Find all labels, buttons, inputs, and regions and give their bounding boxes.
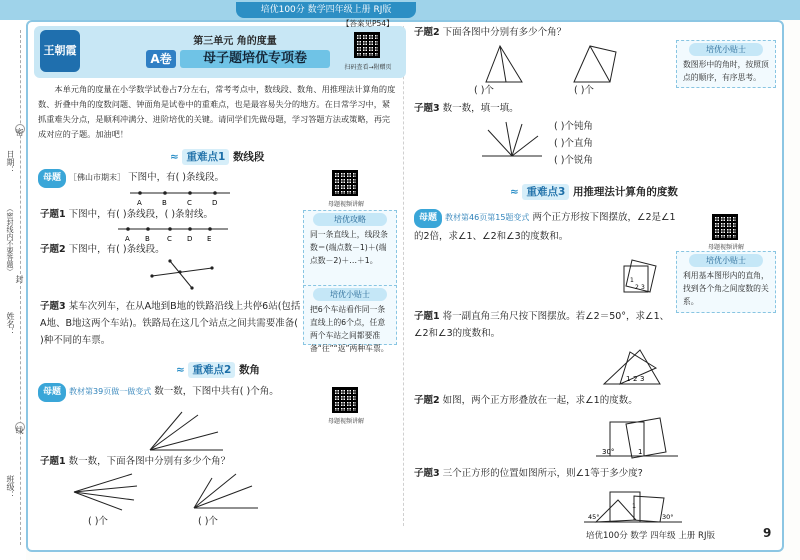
point-label: D [187, 235, 193, 243]
sub-label: 子题1 [40, 456, 66, 467]
angle-mark: 1 [626, 375, 631, 383]
mother-tag: 母题 [38, 169, 66, 188]
section3-sub2 [414, 392, 674, 409]
section1-title: 数线段 [232, 151, 265, 163]
section3-qr-code[interactable] [712, 214, 738, 240]
angle-fan-figure [148, 410, 228, 455]
point-label: B [162, 199, 167, 207]
angle-mark: 1 [630, 277, 634, 284]
set-squares-figure [600, 348, 664, 388]
section2-qr-code[interactable] [332, 387, 358, 413]
section3-sub3 [414, 465, 674, 482]
binding-dashed-line [20, 30, 21, 545]
section3-label: 重难点3 [522, 184, 569, 200]
wave-icon: ≈ [510, 186, 519, 198]
segment-figure-1 [130, 188, 240, 208]
mother-text: 两个正方形按下图摆放，∠2是∠1的2倍，求∠1、∠2和∠3的度数和。 [414, 212, 676, 242]
mother-source: ［佛山市期末］ [69, 173, 126, 182]
angle-mark: 1 [638, 448, 643, 456]
sub-label: 子题3 [414, 103, 440, 114]
seal-char: 密 [15, 128, 24, 136]
page-number: 9 [763, 526, 772, 540]
answer-blank[interactable]: ( )个 [474, 85, 494, 96]
section1-mother-question [38, 169, 300, 188]
section1-sub1 [40, 206, 300, 223]
tip-text: 同一条直线上，线段条数＝(端点数－1)＋(端点数－2)＋…＋1。 [310, 230, 388, 265]
sub-label: 子题2 [414, 395, 440, 406]
angle-value: 30° [602, 448, 615, 456]
book-title: 培优100分 数学四年级上册 RJ版 [236, 2, 416, 18]
sub-label: 子题1 [40, 209, 66, 220]
mother-source: 教材第46页第15题变式 [445, 213, 530, 222]
tip-title: 培优小贴士 [313, 288, 387, 301]
point-label: B [145, 235, 150, 243]
seal-char: 线 [15, 426, 24, 434]
angle-value: 45° [588, 513, 600, 521]
section3-qr-caption: 母题视频讲解 [707, 244, 744, 251]
tip-text: 把6个车站看作同一条直线上的6个点，任意两个车站之间都要准备“往”“返”两种车票。 [310, 305, 389, 353]
ray-fan-figure [482, 120, 544, 160]
section1-tip-hint [303, 285, 397, 353]
point-label: D [212, 199, 218, 207]
section3-heading [510, 184, 678, 200]
tip-title: 培优攻略 [313, 213, 387, 226]
sub-text: 将一副直角三角尺按下图摆放。若∠2＝50°，求∠1、∠2和∠3的度数和。 [414, 311, 670, 339]
section1-label: 重难点1 [182, 149, 229, 165]
paper-badge: A卷 [146, 50, 176, 68]
section3-mother-question [414, 209, 676, 245]
section2-mother-question [38, 383, 300, 402]
mother-tag: 母题 [38, 383, 66, 402]
answer-blank[interactable]: ( )个 [574, 85, 594, 96]
overlapping-squares-figure [596, 414, 680, 462]
wave-icon: ≈ [176, 364, 185, 376]
right-sub2 [414, 24, 654, 41]
sub-text: 下图中，有( )条线段，( )条射线。 [68, 209, 214, 220]
tip-title: 培优小贴士 [689, 43, 763, 56]
seal-note: （密封线内不要答题） [6, 205, 14, 275]
brand-logo: 王朝霞 [40, 30, 80, 72]
fill-blank-acute[interactable]: ( )个锐角 [554, 155, 593, 166]
right-sub3 [414, 100, 614, 117]
quadrilateral-figure [570, 44, 620, 86]
mother-tag: 母题 [414, 209, 442, 228]
angle-mark: 2 [633, 375, 638, 383]
unit-title: 第三单元 角的度量 [193, 36, 277, 47]
point-label: C [167, 235, 172, 243]
right-tip [676, 40, 776, 88]
point-label: C [187, 199, 192, 207]
wave-icon: ≈ [170, 151, 179, 163]
section2-qr-caption: 母题视频讲解 [327, 418, 364, 425]
answer-blank[interactable]: ( )个 [88, 516, 108, 527]
triangle-figure [476, 44, 526, 86]
tip-text: 利用基本图形内的直角，找到各个角之间度数的关系。 [683, 271, 769, 306]
tip-title: 培优小贴士 [689, 254, 763, 267]
section1-sub3 [40, 298, 302, 349]
name-label: 姓名： [6, 312, 15, 336]
point-label: E [207, 235, 212, 243]
sub-text: 某车次列车，在从A地到B地的铁路沿线上共停6站(包括A地、B地这两个车站)。铁路局在这几个站点之间共需要准备( )种不同的车票。 [40, 301, 301, 346]
section3-tip [676, 251, 776, 313]
angle-mark: 3 [640, 375, 645, 383]
intro-paragraph: 本单元角的度量在小学数学试卷占7分左右，常考考点中，数线段、数角、用推理法计算角的度数、折叠中角的度数问题、钟面角是试卷中的重难点，也是最容易失分的地方。在日常学习中，紧抓重难失分点，是顺利冲满分、进阶培优的关键。请同学们先做母题，学习答题方法或策略，再完成对应的子题。加油吧！ [38, 84, 396, 139]
section2-heading [176, 362, 260, 378]
sub-text: 数一数，下面各图中分别有多少个角？ [68, 456, 231, 467]
section1-heading [170, 149, 264, 165]
section1-tip-strategy [303, 210, 397, 288]
footer-text: 培优100分 数学 四年级 上册 RJ版 [586, 531, 715, 541]
angle-mark: 2 [635, 284, 639, 291]
point-label: A [137, 199, 142, 207]
class-label: 班级： [6, 475, 15, 499]
crossing-segments-figure [150, 256, 220, 291]
three-squares-figure [584, 486, 684, 526]
angle-mark: 1 [632, 502, 637, 510]
mother-text: 数一数，下图中共有( )个角。 [154, 386, 279, 397]
sub-label: 子题3 [40, 301, 66, 312]
sub-label: 子题2 [40, 244, 66, 255]
page-title: 母子题培优专项卷 [180, 50, 330, 68]
section1-qr-caption: 母题视频讲解 [327, 201, 364, 208]
two-squares-figure [622, 258, 662, 296]
section3-sub1 [414, 308, 674, 342]
sub-text: 下面各图中分别有多少个角？ [442, 27, 567, 38]
mother-source: 教材第39页做一做变式 [69, 387, 152, 396]
date-label: 日期： [6, 150, 15, 174]
angle-mark: 3 [641, 284, 645, 291]
sub-text: 三个正方形的位置如图所示，则∠1等于多少度? [442, 468, 643, 479]
sub-label: 子题1 [414, 311, 440, 322]
sub-label: 子题3 [414, 468, 440, 479]
column-divider [403, 26, 404, 526]
fill-blank-right[interactable]: ( )个直角 [554, 138, 593, 149]
sub-text: 如图，两个正方形叠放在一起，求∠1的度数。 [442, 395, 638, 406]
header-qr-code[interactable] [354, 32, 380, 58]
section1-qr-code[interactable] [332, 170, 358, 196]
angle-value: 30° [662, 513, 674, 521]
sub-text: 下图中，有( )条线段。 [68, 244, 165, 255]
section3-title: 用推理法计算角的度数 [572, 186, 678, 198]
section2-label: 重难点2 [188, 362, 235, 378]
fill-blank-obtuse[interactable]: ( )个钝角 [554, 121, 593, 132]
sub-label: 子题2 [414, 27, 440, 38]
section2-title: 数角 [238, 364, 260, 376]
answer-blank[interactable]: ( )个 [198, 516, 218, 527]
section2-sub1 [40, 453, 300, 470]
sub-text: 数一数，填一填。 [442, 103, 519, 114]
mother-text: 下图中，有( )条线段。 [128, 172, 225, 183]
point-label: A [125, 235, 130, 243]
tip-text: 数图形中的角时，按照顶点的顺序，有序思考。 [683, 60, 769, 82]
angle-figure-b [192, 472, 262, 512]
answer-reference: 【答案见P54】 [342, 19, 394, 28]
angle-figure-a [72, 472, 142, 512]
header-qr-caption: 扫码查看→附赠页 [344, 64, 392, 71]
seal-char: 封 [15, 275, 24, 283]
